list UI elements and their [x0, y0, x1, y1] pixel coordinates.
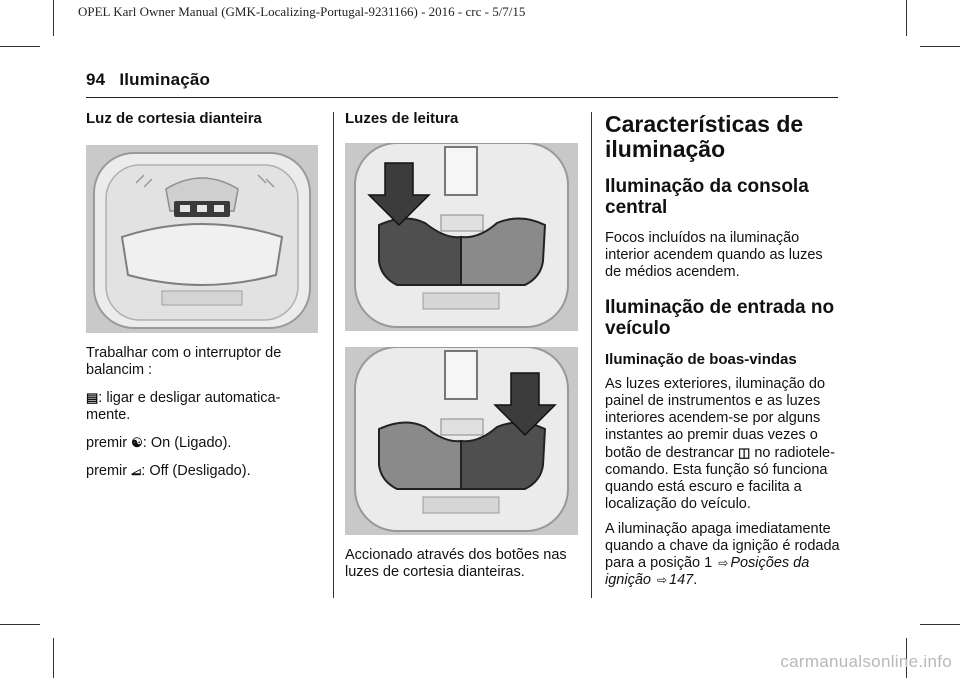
ignition-period: . — [693, 572, 698, 588]
courtesy-light-heading: Luz de cortesia dianteira — [86, 110, 262, 127]
welcome-text-start: As luzes exteriores, iluminação do painel de instrumentos e as luzes interiores acendem-se por alguns instantes ao premir duas vezes o botão de destrancar — [605, 376, 826, 461]
column-reading-lights — [345, 110, 581, 591]
crop-mark — [0, 624, 40, 625]
reading-lights-caption: Accionado através dos botões nas luzes de cortesia dianteiras. — [345, 547, 567, 580]
reading-lights-heading: Luzes de leitura — [345, 110, 459, 127]
ignition-off-paragraph — [605, 521, 841, 589]
section-title: Iluminação — [119, 70, 211, 89]
door-auto-icon: ▤ — [86, 390, 99, 405]
column-divider — [333, 112, 334, 598]
courtesy-light-figure — [86, 145, 318, 333]
auto-mode-line — [86, 389, 322, 424]
light-on-icon: ☯ — [131, 435, 143, 450]
off-prefix: premir — [86, 463, 128, 479]
entry-lighting-title: Iluminação de entrada no veículo — [605, 297, 835, 339]
off-mode-text: : Off (Desligado). — [141, 463, 251, 479]
reference-arrow-icon: ⇨ — [718, 556, 729, 570]
crop-mark — [0, 46, 40, 47]
reading-light-right-illustration — [345, 347, 578, 535]
column-courtesy-light — [86, 110, 322, 490]
ignition-text: A iluminação apaga imediatamente quando a chave da ignição é rodada para a posição 1 — [605, 521, 840, 571]
auto-mode-text: : ligar e desligar automatica- mente. — [86, 390, 281, 423]
off-mode-line — [86, 462, 322, 480]
rocker-switch-intro: Trabalhar com o interruptor de balancim : — [86, 345, 282, 378]
reading-light-left-illustration — [345, 143, 578, 331]
ignition-positions-link[interactable]: Posições da ignição — [605, 555, 810, 588]
on-mode-text: : On (Ligado). — [142, 435, 232, 451]
page-heading — [86, 70, 224, 90]
document-header-line: OPEL Karl Owner Manual (GMK-Localizing-Portugal-9231166) - 2016 - crc - 5/7/15 — [78, 4, 526, 19]
unlock-key-icon: ◫ — [738, 445, 751, 460]
page-number: 94 — [86, 70, 106, 89]
lighting-features-title: Características de iluminação — [605, 111, 804, 162]
reference-arrow-icon: ⇨ — [656, 573, 668, 587]
light-off-icon: ⧡ — [131, 463, 142, 478]
courtesy-light-illustration — [86, 145, 318, 333]
on-prefix: premir — [86, 435, 128, 451]
console-lighting-text: Focos incluídos na iluminação interior acendem quando as luzes de médios acendem. — [605, 230, 823, 280]
site-watermark: carmanualsonline.info — [780, 652, 952, 671]
crop-mark — [906, 0, 907, 36]
welcome-lighting-paragraph — [605, 376, 841, 513]
welcome-text-end: no radiotele- comando. Esta função só funciona quando está escuro e facilita a localização do veículo. — [605, 445, 835, 512]
crop-mark — [920, 624, 960, 625]
reading-light-figure-left — [345, 143, 578, 331]
welcome-lighting-subtitle: Iluminação de boas-vindas — [605, 351, 797, 368]
on-mode-line — [86, 434, 322, 452]
crop-mark — [53, 0, 54, 36]
crop-mark — [920, 46, 960, 47]
ignition-page-ref[interactable]: 147 — [669, 572, 694, 588]
console-lighting-title: Iluminação da consola central — [605, 176, 809, 218]
header-rule — [86, 97, 838, 98]
column-lighting-features — [605, 110, 841, 597]
reading-light-figure-right — [345, 347, 578, 535]
column-divider — [591, 112, 592, 598]
crop-mark — [53, 638, 54, 678]
